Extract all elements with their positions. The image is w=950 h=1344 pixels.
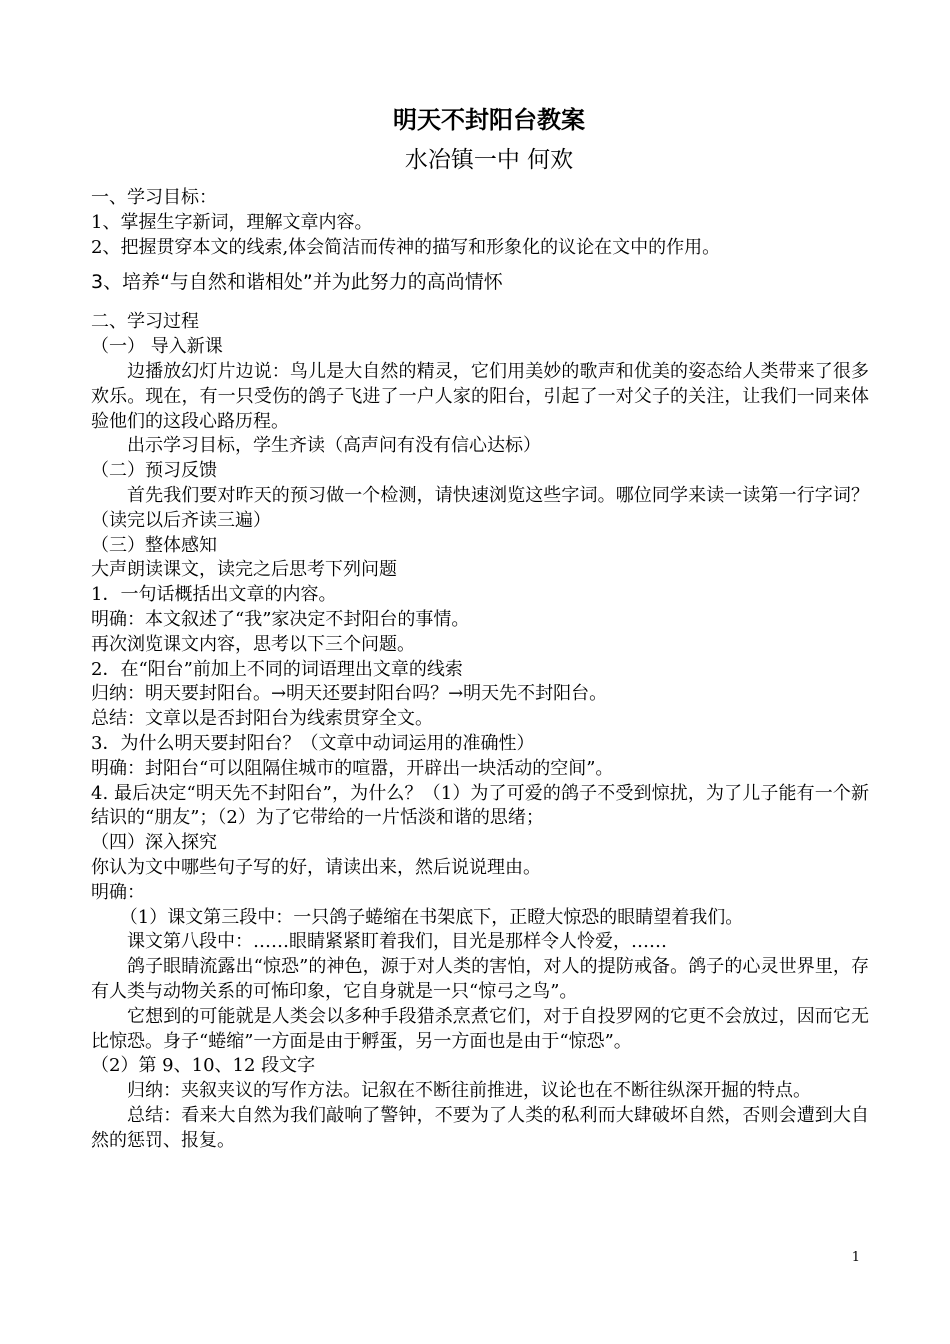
objective-item: 2、把握贯穿本文的线索,体会简洁而传神的描写和形象化的议论在文中的作用。 [91,236,721,258]
answer-item: 总结：文章以是否封阳台为线索贯穿全文。 [91,708,433,730]
subsection-heading: （2）第 9、10、12 段文字 [91,1055,316,1077]
paragraph: 边播放幻灯片边说：鸟儿是大自然的精灵，它们用美妙的歌声和优美的姿态给人类带来了很多欢乐。现在，有一只受伤的鸽子飞进了一户人家的阳台，引起了一对父子的关注，让我们一同来体验他们的这段心路历程。 [91,360,869,432]
paragraph: 你认为文中哪些句子写的好，请读出来，然后说说理由。 [91,856,541,878]
answer-item: 课文第八段中：……眼睛紧紧盯着我们，目光是那样令人怜爱，…… [127,931,667,953]
paragraph: 总结：看来大自然为我们敲响了警钟，不要为了人类的私利而大肆破坏自然，否则会遭到大自然的惩罚、报复。 [91,1104,869,1151]
page-number: 1 [851,1250,860,1265]
paragraph: 出示学习目标，学生齐读（高声问有没有信心达标） [127,435,541,457]
question-item: 3．为什么明天要封阳台？（文章中动词运用的准确性） [91,732,535,754]
subsection-heading: （四）深入探究 [91,832,217,854]
paragraph: 再次浏览课文内容，思考以下三个问题。 [91,633,415,655]
subsection-heading: （一） 导入新课 [91,336,223,358]
paragraph: 大声朗读课文，读完之后思考下列问题 [91,559,397,581]
answer-item: （1）课文第三段中：一只鸽子蜷缩在书架底下，正瞪大惊恐的眼睛望着我们。 [119,906,744,928]
subsection-heading: （二）预习反馈 [91,460,217,482]
subsection-heading: （三）整体感知 [91,534,217,556]
answer-item: 明确：封阳台“可以阻隔住城市的喧嚣，开辟出一块活动的空间”。 [91,757,614,779]
document-page [91,100,869,1153]
question-item: 4. 最后决定“明天先不封阳台”，为什么？（1）为了可爱的鸽子不受到惊扰，为了儿子能有一个新结识的“朋友”；（2）为了它带给的一片恬淡和谐的思绪； [91,782,869,829]
question-item: 2．在“阳台”前加上不同的词语理出文章的线索 [91,658,463,680]
objective-item: 1、掌握生字新词，理解文章内容。 [91,211,373,233]
question-item: 1．一句话概括出文章的内容。 [91,584,337,606]
document-title: 明天不封阳台教案 [393,105,585,134]
answer-item: 明确：本文叙述了“我”家决定不封阳台的事情。 [91,608,470,630]
answer-item: 归纳：明天要封阳台。→明天还要封阳台吗？→明天先不封阳台。 [91,683,608,705]
section-heading-process: 二、学习过程 [91,311,199,333]
objective-item: 3、培养“与自然和谐相处”并为此努力的高尚情怀 [91,271,503,294]
paragraph: 它想到的可能就是人类会以多种手段猎杀烹煮它们，对于自投罗网的它更不会放过，因而它无比惊恐。身子“蜷缩”一方面是由于孵蛋，另一方面也是由于“惊恐”。 [91,1005,869,1052]
paragraph: 鸽子眼睛流露出“惊恐”的神色，源于对人类的害怕，对人的提防戒备。鸽子的心灵世界里，存有人类与动物关系的可怖印象，它自身就是一只“惊弓之鸟”。 [91,956,869,1002]
paragraph: 首先我们要对昨天的预习做一个检测，请快速浏览这些字词。哪位同学来读一读第一行字词？（读完以后齐读三遍） [91,484,869,531]
section-heading-objectives: 一、学习目标： [91,187,217,208]
paragraph: 归纳：夹叙夹议的写作方法。记叙在不断往前推进，议论也在不断往纵深开掘的特点。 [127,1080,811,1102]
document-author: 水冶镇一中 何欢 [404,147,574,173]
answer-label: 明确： [91,881,145,903]
